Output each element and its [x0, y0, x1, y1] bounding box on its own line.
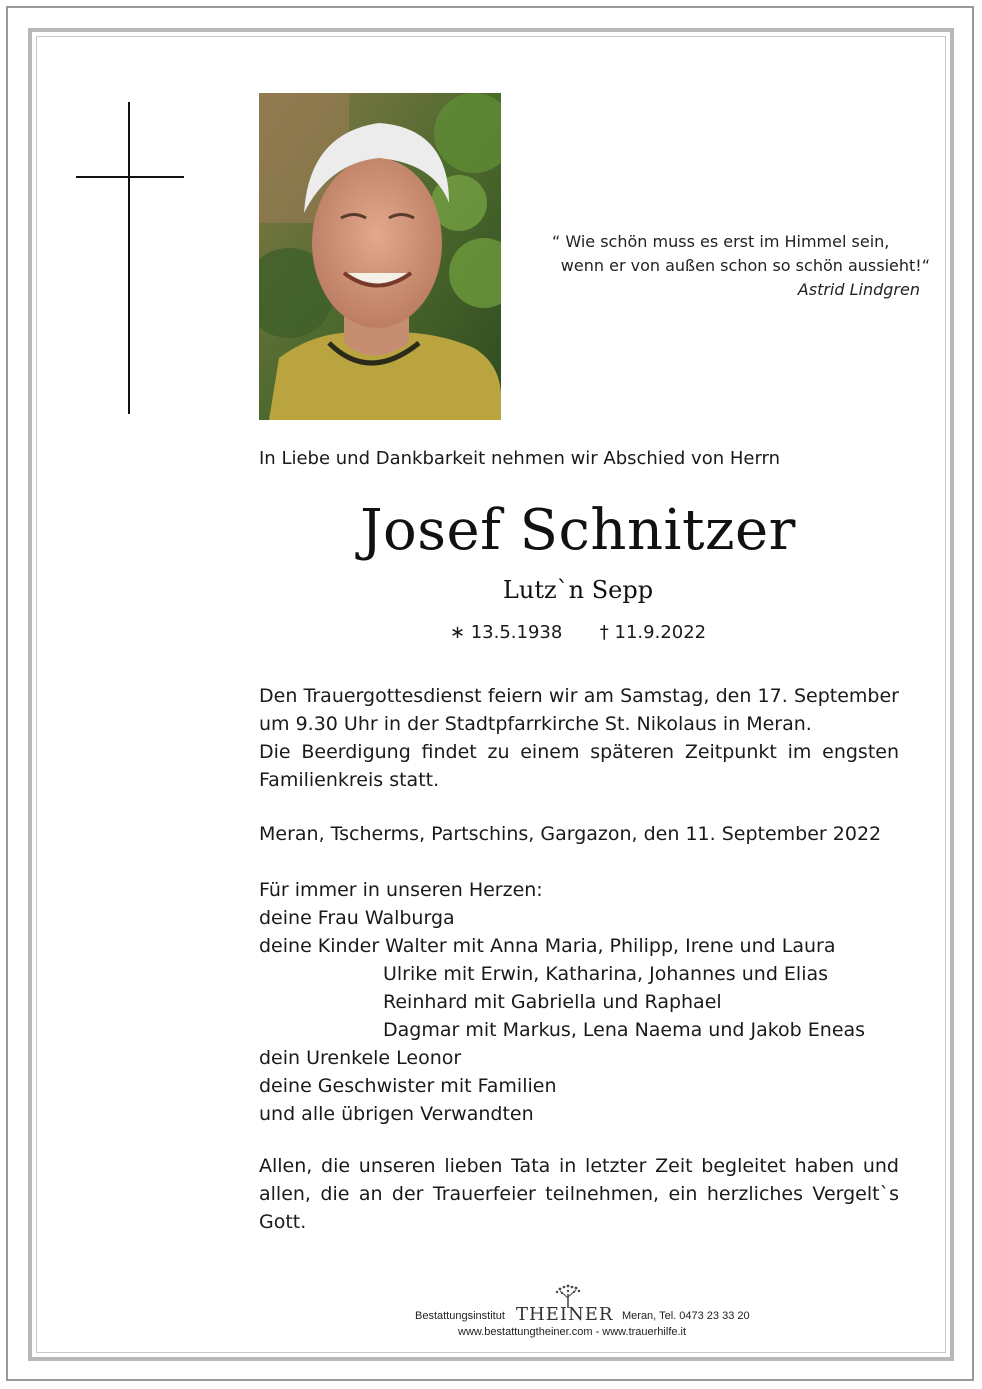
- footer-contact: Meran, Tel. 0473 23 33 20: [622, 1310, 750, 1322]
- life-dates: [259, 622, 897, 643]
- list-item: und alle übrigen Verwandten: [259, 1103, 534, 1125]
- birth-date: 13.5.1938: [470, 622, 563, 643]
- footer-prefix: Bestattungsinstitut: [415, 1310, 505, 1322]
- service-text: Den Trauergottesdienst feiern wir am Samstag, den 17. September um 9.30 Uhr in der Stadtpfarrkirche St. Nikolaus in Meran.: [259, 685, 899, 735]
- list-item: dein Urenkele Leonor: [259, 1047, 462, 1069]
- list-item: Reinhard mit Gabriella und Raphael: [383, 991, 722, 1013]
- intro-text: In Liebe und Dankbarkeit nehmen wir Abschied von Herrn: [259, 448, 781, 469]
- quote-line: wenn er von außen schon so schön aussieht!“: [560, 256, 930, 275]
- list-item: deine Geschwister mit Familien: [259, 1075, 557, 1097]
- quote-line: “ Wie schön muss es erst im Himmel sein,: [552, 232, 890, 251]
- portrait-photo: [259, 93, 501, 420]
- service-paragraph: [259, 682, 899, 794]
- list-item: Dagmar mit Markus, Lena Naema und Jakob Eneas: [383, 1019, 866, 1041]
- footer-websites: www.bestattungtheiner.com - www.trauerhilfe.it: [458, 1326, 687, 1338]
- mourners-list: [259, 876, 899, 1128]
- quote-block: [540, 230, 930, 302]
- death-icon: †: [599, 622, 609, 643]
- list-item: Ulrike mit Erwin, Katharina, Johannes und Elias: [383, 963, 829, 985]
- burial-text: Die Beerdigung findet zu einem späteren Zeitpunkt im engsten Familienkreis statt.: [259, 741, 899, 791]
- deceased-nickname: Lutz`n Sepp: [502, 576, 654, 604]
- birth-icon: ∗: [449, 622, 465, 643]
- death-date: 11.9.2022: [614, 622, 707, 643]
- closing-paragraph: Allen, die unseren lieben Tata in letzter Zeit begleitet haben und allen, die an der Trauerfeier teilnehmen, ein herzliches Vergelt`s Gott.: [259, 1155, 899, 1233]
- list-item: deine Frau Walburga: [259, 907, 455, 929]
- list-item: deine Kinder Walter mit Anna Maria, Philipp, Irene und Laura: [259, 935, 836, 957]
- mourners-heading: Für immer in unseren Herzen:: [259, 879, 543, 901]
- footer-logo: THEINER: [516, 1304, 614, 1325]
- quote-author: Astrid Lindgren: [797, 280, 920, 299]
- deceased-name: Josef Schnitzer: [360, 498, 796, 563]
- place-date: Meran, Tscherms, Partschins, Gargazon, den 11. September 2022: [259, 823, 882, 845]
